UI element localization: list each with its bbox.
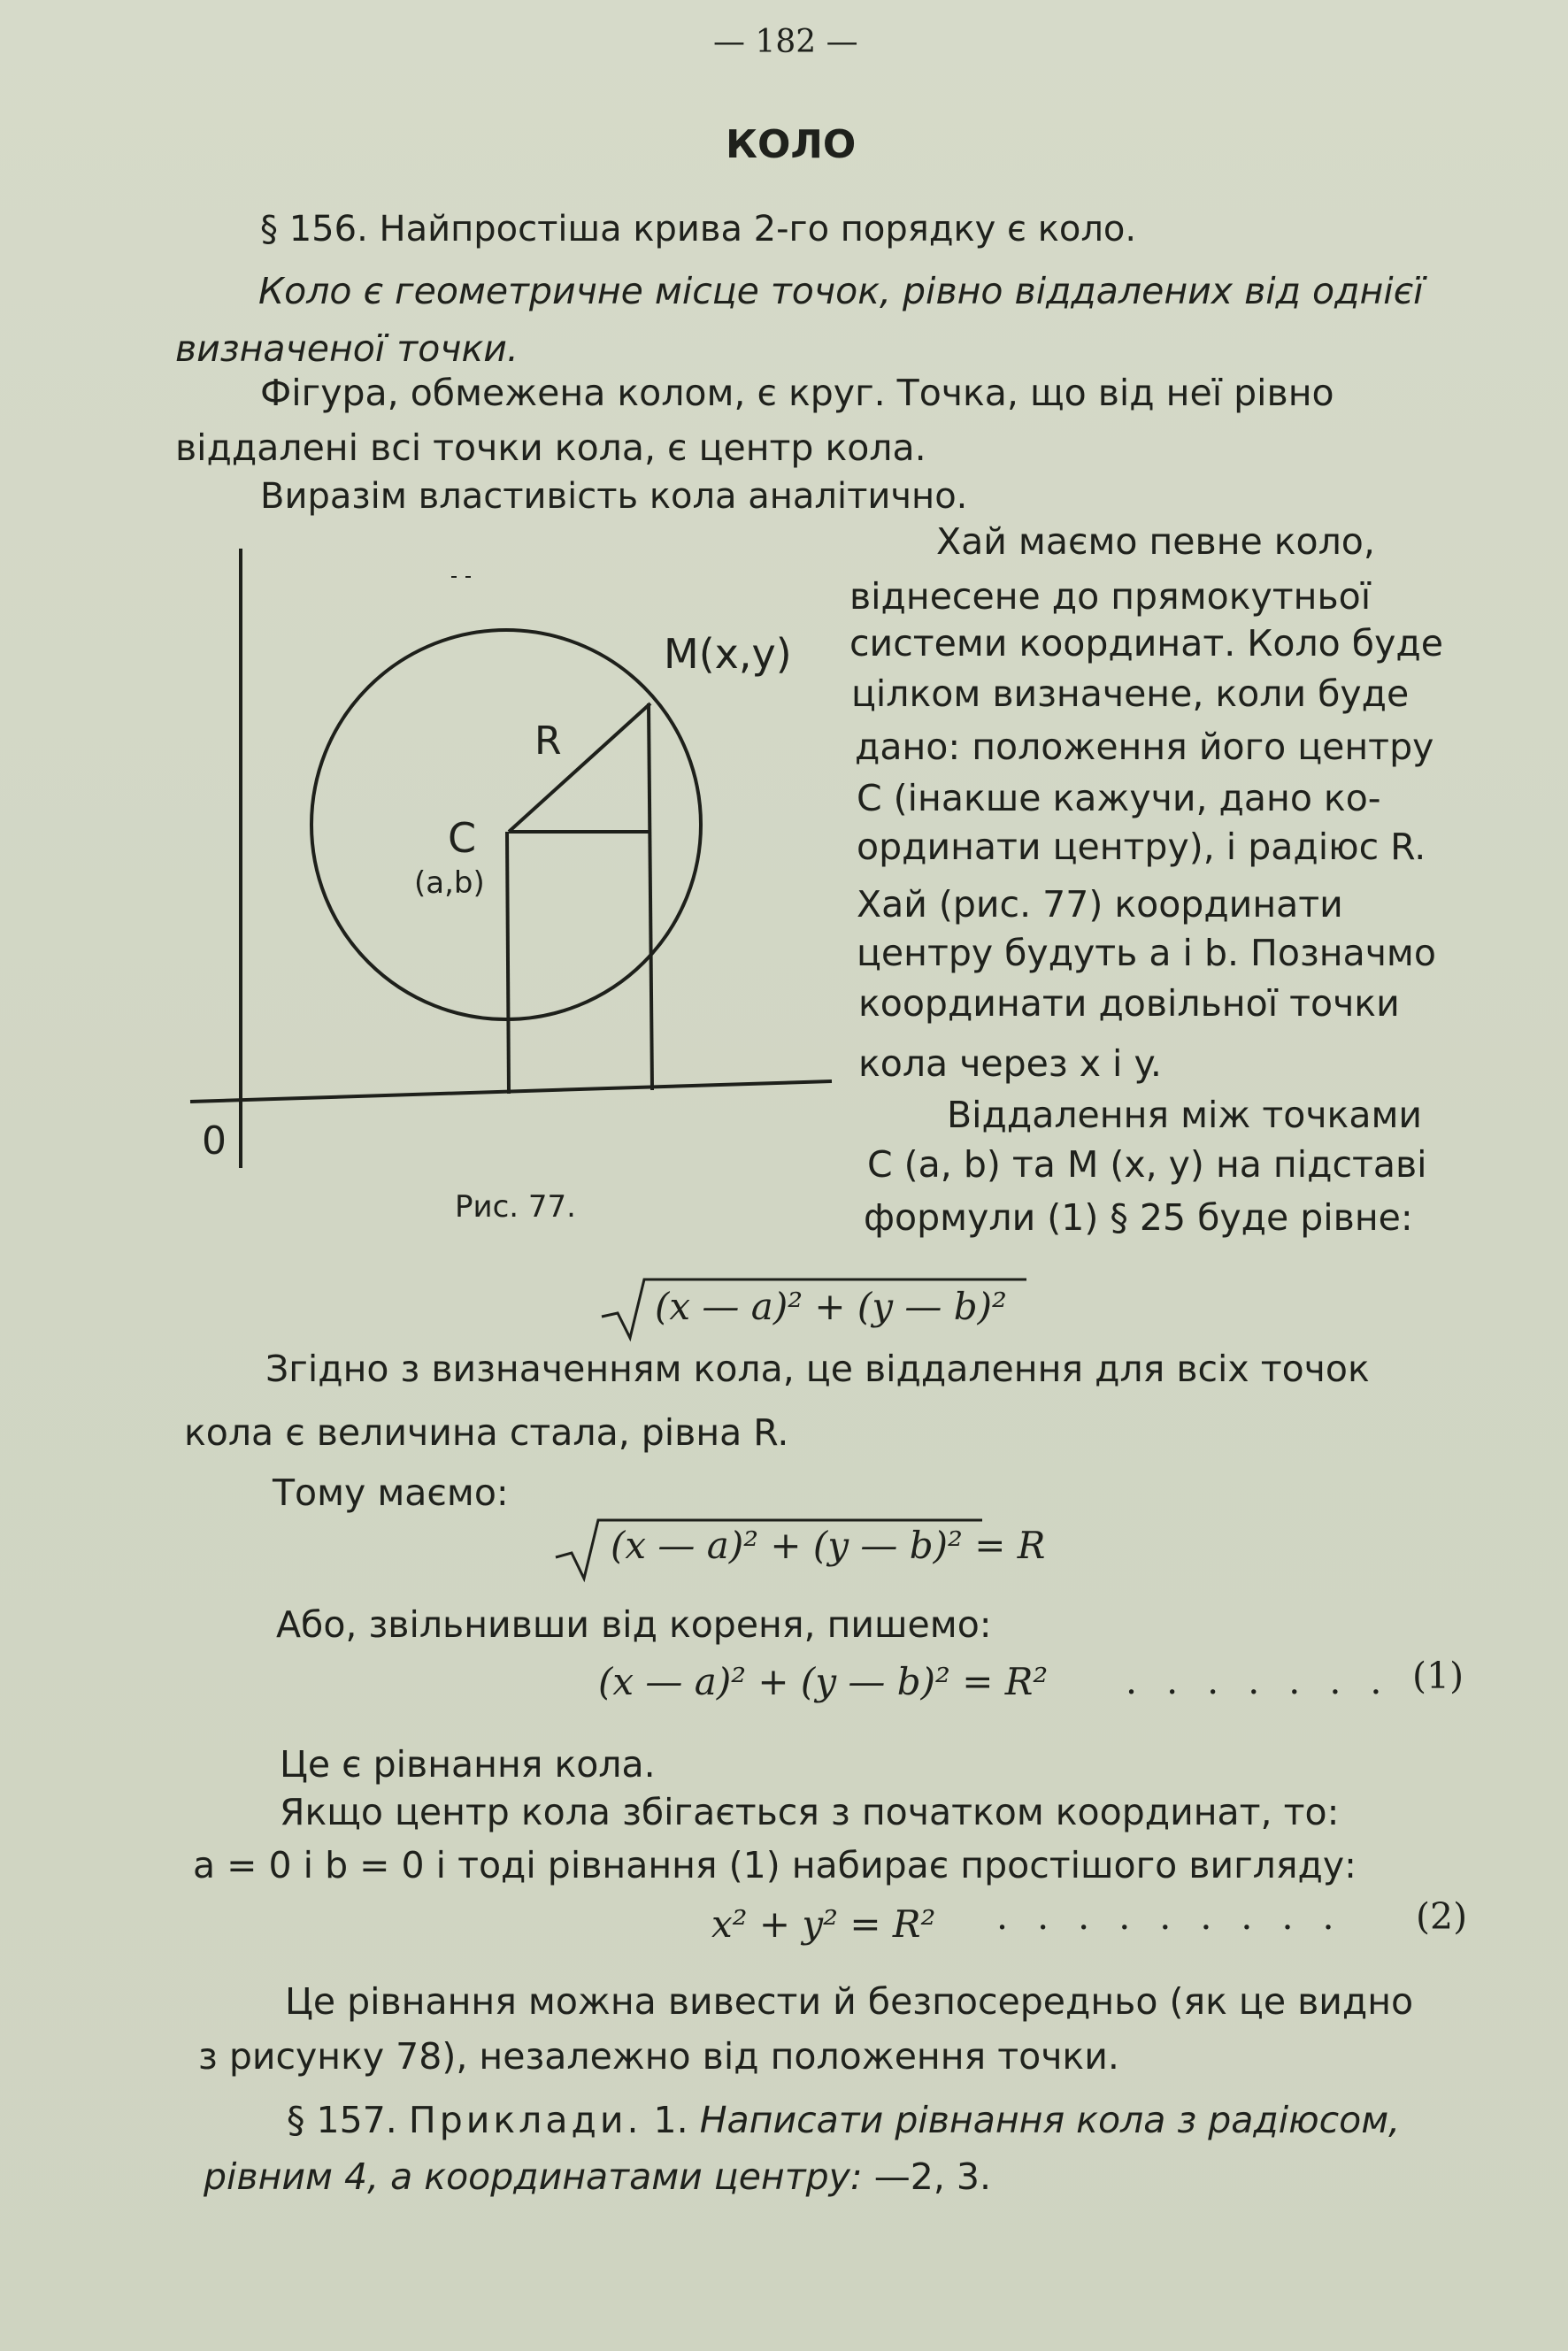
equation-2: x² + y² = R² — [711, 1902, 936, 1946]
right-col-line: C (a, b) та M (x, y) на підставі — [867, 1143, 1427, 1186]
direct-line-2: з рисунку 78), незалежно від положення точки. — [198, 2035, 1119, 2078]
by-definition-line-1: Згідно з визначенням кола, це віддалення для всіх точок — [265, 1348, 1370, 1390]
right-col-line: дано: положення його центру — [855, 726, 1434, 768]
equation-1-number: (1) — [1412, 1655, 1464, 1697]
if-center-line-1: Якщо центр кола збігається з початком координат, то: — [280, 1791, 1340, 1833]
definition-line-2: визначеної точки. — [175, 327, 519, 370]
equation-1: (x — a)² + (y — b)² = R² — [598, 1660, 1049, 1703]
label-origin: 0 — [202, 1118, 227, 1164]
formula-radius: (x — a)² + (y — b)² = R — [611, 1524, 1046, 1567]
right-col-line: кола через x і y. — [858, 1042, 1162, 1085]
example-text-2: рівним 4, а координатами центру: — [204, 2155, 863, 2198]
figure-caption: Рис. 77. — [455, 1189, 576, 1225]
equation-1-dots: . . . . . . . — [1126, 1660, 1391, 1702]
definition-line-1: Коло є геометричне місце точок, рівно віддалених від однієї — [258, 270, 1424, 312]
example-number: 1. — [653, 2099, 688, 2141]
right-col-line: C (інакше кажучи, дано ко- — [857, 777, 1381, 819]
examples-label: Приклади. — [408, 2099, 642, 2141]
label-r: R — [534, 718, 562, 764]
direct-line-1: Це рівнання можна вивести й безпосередньо (як це видно — [285, 1980, 1414, 2023]
section-157-number: § 157. — [287, 2099, 397, 2141]
section-156-text: § 156. Найпростіша крива 2-го порядку є коло. — [260, 209, 1137, 250]
right-col-line: Хай маємо певне коло, — [936, 520, 1375, 563]
right-col-line: Віддалення між точками — [947, 1094, 1423, 1136]
page-number: — 182 — — [713, 24, 858, 60]
by-definition-line-2: кола є величина стала, рівна R. — [184, 1411, 789, 1454]
example-line-2 — [204, 2155, 991, 2199]
right-col-line: віднесене до прямокутньої — [849, 575, 1372, 618]
right-col-line: системи координат. Коло буде — [849, 622, 1443, 665]
therefore-line: Тому маємо: — [273, 1471, 509, 1514]
freeing-line: Або, звільнивши від кореня, пишемо: — [276, 1603, 992, 1646]
right-col-line: цілком визначене, коли буде — [851, 672, 1410, 715]
label-m: M(x,y) — [664, 630, 792, 678]
label-c: C — [448, 814, 477, 862]
section-157-heading — [287, 2099, 1400, 2142]
example-text-1: Написати рівнання кола з радіюсом, — [699, 2099, 1401, 2141]
express-line: Виразім властивість кола аналітично. — [260, 476, 968, 517]
right-col-line: Хай (рис. 77) координати — [857, 883, 1343, 926]
right-col-line: центру будуть a і b. Позначмо — [857, 932, 1436, 974]
right-col-line: формули (1) § 25 буде рівне: — [864, 1196, 1413, 1239]
figure-text-line-1: Фігура, обмежена колом, є круг. Точка, що від неї рівно — [260, 372, 1334, 414]
equation-2-number: (2) — [1416, 1895, 1468, 1938]
figure-text-line-2: віддалені всі точки кола, є центр кола. — [175, 426, 926, 469]
circle-equation-line: Це є рівнання кола. — [280, 1743, 656, 1786]
equation-2-dots: . . . . . . . . . — [996, 1895, 1343, 1938]
right-col-line: координати довільної точки — [858, 982, 1400, 1025]
if-center-line-2: a = 0 і b = 0 і тоді рівнання (1) набирає простішого вигляду: — [193, 1844, 1357, 1886]
page-title: КОЛО — [726, 122, 857, 167]
right-col-line: ординати центру), і радіюс R. — [857, 826, 1426, 868]
label-ab: (a,b) — [414, 865, 485, 901]
example-values: —2, 3. — [873, 2155, 992, 2198]
formula-distance: (x — a)² + (y — b)² — [655, 1285, 1007, 1328]
